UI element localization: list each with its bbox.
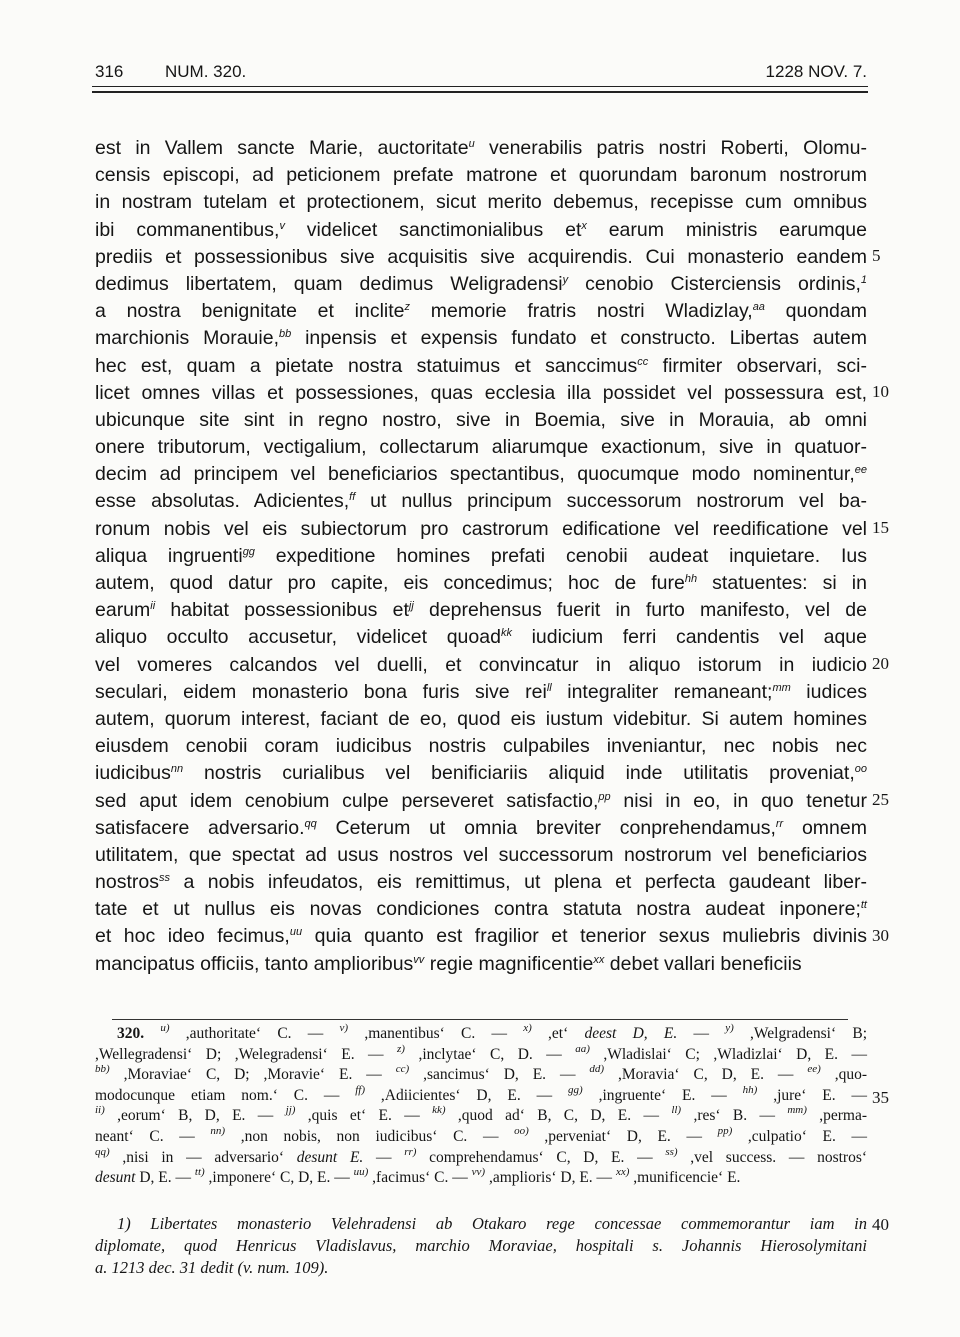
text-line bbox=[95, 815, 867, 842]
text-run: integraliter remaneant; bbox=[551, 680, 773, 703]
text-line bbox=[95, 407, 867, 434]
text-run: in nostram tutelam et protectionem, sicut merito debemus, recepisse cum omnibus bbox=[95, 191, 867, 214]
text-line bbox=[95, 1235, 867, 1257]
text-line bbox=[95, 217, 867, 244]
text-run: a nobis infeudatos, eis remittimus, ut plena et perfecta gaudeant liber- bbox=[169, 871, 867, 894]
text-run: iudices bbox=[790, 680, 867, 703]
footnote-rule bbox=[112, 1019, 848, 1020]
text-line bbox=[95, 842, 867, 869]
text-line bbox=[95, 1065, 867, 1086]
note-marker: pp) bbox=[717, 1124, 733, 1137]
note-marker: 1 bbox=[860, 273, 867, 286]
text-line bbox=[95, 1257, 867, 1279]
text-run: habitat possessionibus et bbox=[155, 599, 409, 622]
text-run: 1) bbox=[117, 1214, 151, 1233]
note-marker: gg bbox=[242, 545, 255, 558]
text-line bbox=[95, 1042, 867, 1066]
note-marker: ee bbox=[854, 464, 867, 477]
note-marker: v bbox=[279, 219, 285, 232]
note-marker: z) bbox=[397, 1042, 405, 1055]
text-run: regie magnificentie bbox=[424, 952, 594, 975]
note-marker: jj bbox=[408, 600, 414, 613]
text-run: decim ad principem vel beneficiarios spectantibus, quocumque modo nominentur, bbox=[95, 463, 855, 486]
text-line bbox=[95, 135, 867, 162]
note-marker: cc bbox=[637, 355, 649, 368]
text-run: ,authoritate‘ C. — bbox=[169, 1025, 340, 1042]
text-run: ronum nobis vel eis subiectorum pro castrorum edificatione vel reedificatione vel bbox=[95, 517, 867, 540]
text-run: ,amplioris‘ D, E. — bbox=[485, 1169, 616, 1187]
text-line bbox=[95, 244, 867, 271]
text-line bbox=[95, 543, 867, 570]
line-number: 40 bbox=[872, 1215, 889, 1234]
text-run: sed aput idem cenobium culpe perseveret satisfactio, bbox=[95, 789, 599, 812]
text-run: prediis et possessionibus sive acquisitis sive acquirendis. Cui monasterio eandem bbox=[95, 245, 867, 268]
text-run: utilitatem, que spectat ad usus nostros vel successorum nostrorum vel beneficiarios bbox=[95, 843, 867, 866]
note-marker: vv) bbox=[471, 1166, 486, 1179]
text-line bbox=[95, 951, 867, 978]
text-run: tate et ut nullus eis novas condiciones contra statuta nostra audeat inponere; bbox=[95, 898, 861, 921]
text-run: ,ingruente‘ E. — bbox=[582, 1086, 743, 1104]
text-run: ut nullus principum successorum nostrorum vel ba- bbox=[355, 490, 867, 513]
charter-text bbox=[95, 135, 867, 978]
text-run: memorie fratris nostri Wladizlay, bbox=[410, 300, 753, 323]
text-line bbox=[95, 679, 867, 706]
text-run: ,res‘ B. — bbox=[681, 1107, 788, 1125]
note-marker: z bbox=[404, 301, 411, 314]
note-marker: oo) bbox=[514, 1124, 529, 1137]
note-marker: ll bbox=[546, 681, 552, 694]
text-run: ,perveniat‘ D, E. — bbox=[528, 1127, 718, 1145]
text-line bbox=[95, 760, 867, 787]
text-run: esse absolutas. Adicientes, bbox=[95, 490, 350, 513]
note-marker: u bbox=[468, 138, 475, 150]
note-marker: tt bbox=[860, 899, 867, 912]
text-run: ,non nobis, non iudicibus‘ C. — bbox=[225, 1127, 515, 1145]
line-number: 30 bbox=[872, 925, 889, 945]
text-run: ,vel success. — nostros‘ bbox=[677, 1148, 868, 1166]
text-line bbox=[95, 353, 867, 380]
text-run: ,Wladislai‘ C; ,Wladizlai‘ D, E. — bbox=[589, 1045, 867, 1063]
note-marker: mm) bbox=[787, 1104, 807, 1117]
text-line bbox=[95, 189, 867, 216]
text-run: Libertates monasterio Velehradensi ab Otakaro rege concessae commemorantur iam in bbox=[150, 1214, 867, 1233]
text-run: ,imponere‘ C, D, E. — bbox=[204, 1169, 354, 1187]
text-run: ,Welgradensi‘ B; bbox=[733, 1025, 868, 1042]
text-run: ,Wellegradensi‘ D; ,Welegradensi‘ E. — bbox=[95, 1045, 398, 1063]
text-run: ibi commanentibus, bbox=[95, 218, 280, 241]
header-rule-top bbox=[92, 86, 868, 87]
text-run: ,jure‘ E. — bbox=[757, 1086, 867, 1104]
text-run: modocunque etiam nom.‘ C. — bbox=[95, 1086, 356, 1104]
note-marker: y bbox=[562, 273, 569, 286]
text-run: ,Adiicientes‘ D, E. — bbox=[365, 1086, 569, 1104]
text-line bbox=[95, 380, 867, 407]
text-line bbox=[95, 488, 867, 515]
text-line bbox=[95, 461, 867, 488]
note-marker: v) bbox=[339, 1022, 349, 1034]
line-number: 35 bbox=[872, 1087, 889, 1107]
text-run: — bbox=[677, 1025, 726, 1042]
text-run: earum bbox=[95, 599, 151, 622]
text-run: aliqua ingruenti bbox=[95, 544, 243, 567]
note-document-number: 320. bbox=[117, 1025, 145, 1042]
note-marker: oo bbox=[854, 763, 867, 776]
text-run: mancipatus officiis, tanto amplioribus bbox=[95, 952, 414, 975]
text-run: et hoc ideo fecimus, bbox=[95, 925, 290, 948]
note-marker: jj) bbox=[285, 1104, 296, 1117]
text-run bbox=[144, 1025, 160, 1042]
text-run: deprehensus fuerit in furto manifesto, vel de bbox=[413, 599, 867, 622]
running-header bbox=[95, 62, 867, 84]
note-marker: ff bbox=[349, 491, 356, 504]
text-run: quondam bbox=[764, 300, 867, 323]
editorial-remark: desunt bbox=[95, 1169, 136, 1187]
note-marker: uu) bbox=[353, 1166, 369, 1179]
note-marker: x bbox=[581, 219, 587, 232]
text-run: omnem bbox=[783, 816, 867, 839]
text-line bbox=[95, 162, 867, 189]
text-run: ,inclytae‘ C, D. — bbox=[404, 1045, 576, 1063]
text-run: iudicibus bbox=[95, 762, 171, 785]
text-run: iudicium ferri candentis vel aque bbox=[511, 626, 868, 649]
text-line bbox=[95, 597, 867, 624]
text-run: a nostra benignitate et inclite bbox=[95, 300, 405, 323]
note-marker: aa) bbox=[575, 1042, 590, 1055]
text-line bbox=[95, 325, 867, 352]
note-marker: qq) bbox=[95, 1145, 110, 1158]
note-marker: qq bbox=[304, 817, 317, 830]
text-run: nostris curialibus vel benificiariis aliquid inde utilitatis proveniat, bbox=[183, 762, 855, 785]
text-run: neant‘ C. — bbox=[95, 1127, 211, 1145]
text-line bbox=[95, 1145, 868, 1169]
text-run: expeditione homines prefati cenobii audeat inquietare. Ius bbox=[254, 544, 867, 567]
text-run: ,facimus‘ C. — bbox=[368, 1169, 472, 1187]
line-number: 5 bbox=[872, 245, 881, 265]
text-line bbox=[95, 706, 867, 733]
historical-footnote bbox=[95, 1213, 867, 1279]
text-line bbox=[95, 298, 867, 325]
editorial-remark: deest D, E. bbox=[584, 1025, 678, 1042]
text-run: vel vomeres calcandos vel duelli, et convincatur in aliquo istorum in iudicio bbox=[95, 653, 867, 676]
text-line bbox=[95, 434, 867, 461]
text-line bbox=[95, 896, 867, 923]
text-run: ,perma- bbox=[806, 1107, 868, 1125]
note-marker: xx bbox=[593, 953, 605, 966]
text-run: diplomate, quod Henricus Vladislavus, marchio Moraviae, hospitali s. Johannis Hierosolymitani bbox=[95, 1236, 867, 1255]
text-run: ,Moravia‘ C, D, E. — bbox=[604, 1066, 808, 1084]
text-run: onere tributorum, vectigalium, collectarum aliarumque exactionum, sive in quatuor- bbox=[95, 436, 867, 459]
text-run: seculari, eidem monasterio bona furis sive rei bbox=[95, 680, 547, 703]
text-line bbox=[95, 1024, 867, 1045]
text-run: comprehendamus‘ C, D, E. — bbox=[416, 1148, 666, 1166]
note-marker: u) bbox=[160, 1022, 170, 1034]
text-run: ,manentibus‘ C. — bbox=[348, 1025, 524, 1042]
note-marker: tt) bbox=[194, 1166, 205, 1179]
note-marker: kk bbox=[500, 627, 512, 640]
text-line bbox=[95, 869, 867, 896]
page-number: 316 bbox=[95, 62, 124, 81]
text-run: quia quanto est fragilior et tenerior sexus muliebris divinis bbox=[302, 925, 867, 948]
text-run: ,sancimus‘ D, E. — bbox=[409, 1066, 590, 1084]
text-line bbox=[95, 1106, 867, 1127]
text-run: debet vallari beneficiis bbox=[604, 952, 802, 975]
note-marker: kk) bbox=[432, 1104, 446, 1117]
text-line bbox=[95, 1213, 867, 1235]
text-run: ,quis et‘ E. — bbox=[295, 1107, 433, 1125]
text-run: ,quo- bbox=[820, 1066, 867, 1084]
text-run: a. 1213 dec. 31 dedit (v. num. 109). bbox=[95, 1258, 329, 1277]
text-run: ,Moraviae‘ C, D; ,Moravie‘ E. — bbox=[109, 1066, 396, 1084]
text-line bbox=[95, 1124, 867, 1148]
text-line bbox=[95, 788, 867, 815]
text-run: autem, quod datur pro capite, eis concedimus; hoc de fure bbox=[95, 572, 685, 594]
note-marker: aa bbox=[752, 301, 765, 314]
note-marker: uu bbox=[289, 926, 303, 939]
text-line bbox=[95, 733, 867, 760]
note-marker: nn) bbox=[210, 1124, 226, 1137]
note-marker: ss bbox=[158, 872, 170, 885]
text-run: ,et‘ bbox=[531, 1025, 585, 1042]
variant-apparatus bbox=[95, 1024, 867, 1189]
text-run: ,eorum‘ B, D, E. — bbox=[104, 1107, 286, 1125]
text-run: D, E. — bbox=[135, 1169, 195, 1187]
line-number: 25 bbox=[872, 789, 889, 809]
line-number: 20 bbox=[872, 653, 889, 673]
note-marker: hh) bbox=[742, 1083, 758, 1096]
note-marker: bb) bbox=[95, 1063, 110, 1076]
text-run: inpensis et expensis fundato et constructo. Libertas autem bbox=[291, 327, 867, 350]
text-run: censis episcopi, ad peticionem prefate matrone et quorundam baronum nostrorum bbox=[95, 164, 867, 187]
text-run: ,nisi in — adversario‘ bbox=[109, 1148, 297, 1166]
text-run: — bbox=[363, 1148, 405, 1166]
text-run: ,culpatio‘ E. — bbox=[732, 1127, 867, 1145]
line-number: 15 bbox=[872, 517, 889, 537]
note-marker: gg) bbox=[568, 1083, 583, 1096]
note-marker: cc) bbox=[395, 1063, 410, 1076]
note-marker: xx) bbox=[615, 1166, 630, 1179]
note-marker: mm bbox=[772, 681, 791, 694]
text-run: licet omnes villas et possessiones, quas ecclesia illa possidet vel possessura est, bbox=[95, 381, 867, 404]
text-run: statuentes: si in bbox=[697, 572, 867, 594]
note-marker: rr) bbox=[404, 1145, 417, 1158]
text-line bbox=[95, 624, 867, 651]
text-run: ubicunque site sint in regno nostro, sive in Boemia, sive in Morauia, ab omni bbox=[95, 408, 867, 431]
text-run: earum ministris earumque bbox=[586, 218, 867, 241]
text-run: ,quod ad‘ B, C, D, E. — bbox=[445, 1107, 672, 1125]
note-marker: bb bbox=[279, 328, 292, 341]
text-line bbox=[95, 1083, 867, 1107]
text-run: nostros bbox=[95, 871, 159, 894]
header-rule-bottom bbox=[92, 91, 868, 93]
text-run: Ceterum ut omnia breviter conprehendamus, bbox=[316, 816, 776, 839]
document-date: 1228 NOV. 7. bbox=[765, 62, 867, 81]
note-marker: vv bbox=[413, 953, 425, 966]
text-run: aliquo occulto accusetur, videlicet quoad bbox=[95, 626, 501, 649]
note-marker: ii) bbox=[95, 1104, 105, 1117]
note-marker: nn bbox=[170, 763, 184, 776]
note-marker: rr bbox=[775, 817, 784, 830]
document-number: NUM. 320. bbox=[165, 62, 247, 81]
text-run: venerabilis patris nostri Roberti, Olomu- bbox=[474, 137, 867, 159]
text-line bbox=[95, 516, 867, 543]
text-run: eiusdem cenobii coram iudicibus nostris culpabiles inveniantur, nec nobis nec bbox=[95, 735, 867, 758]
text-run: marchionis Morauie, bbox=[95, 327, 279, 350]
text-run: est in Vallem sancte Marie, auctoritate bbox=[95, 137, 469, 159]
note-marker: y) bbox=[725, 1022, 734, 1034]
text-run: videlicet sanctimonialibus et bbox=[284, 218, 582, 241]
text-run: cenobio Cisterciensis ordinis, bbox=[568, 272, 861, 295]
note-marker: x) bbox=[523, 1022, 532, 1034]
note-marker: dd) bbox=[589, 1063, 605, 1076]
text-run: autem, quorum interest, faciant de eo, quod eis iustum videbitur. Si autem homines bbox=[95, 707, 867, 730]
text-run: satisfacere adversario. bbox=[95, 816, 305, 839]
text-run: nisi in eo, in quo tenetur bbox=[610, 789, 867, 812]
note-marker: pp bbox=[598, 790, 611, 803]
note-marker: ff) bbox=[355, 1083, 366, 1096]
text-line bbox=[95, 1168, 867, 1189]
text-line bbox=[95, 271, 867, 298]
editorial-remark: desunt E. bbox=[296, 1148, 364, 1166]
note-marker: hh bbox=[684, 573, 698, 585]
text-line bbox=[95, 570, 867, 597]
line-number: 10 bbox=[872, 381, 889, 401]
note-marker: ee) bbox=[807, 1063, 821, 1076]
note-marker: ss) bbox=[665, 1145, 678, 1158]
text-run: dedimus libertatem, quam dedimus Weligradensi bbox=[95, 272, 563, 295]
text-run: hec est, quam a pietate nostra statuimus et sanccimus bbox=[95, 354, 638, 377]
text-line bbox=[95, 652, 867, 679]
note-marker: ll) bbox=[671, 1104, 682, 1117]
note-marker: ii bbox=[150, 600, 156, 613]
text-run: firmiter observari, sci- bbox=[648, 354, 867, 377]
text-line bbox=[95, 923, 867, 950]
text-run: ,munificencie‘ E. bbox=[629, 1169, 741, 1187]
